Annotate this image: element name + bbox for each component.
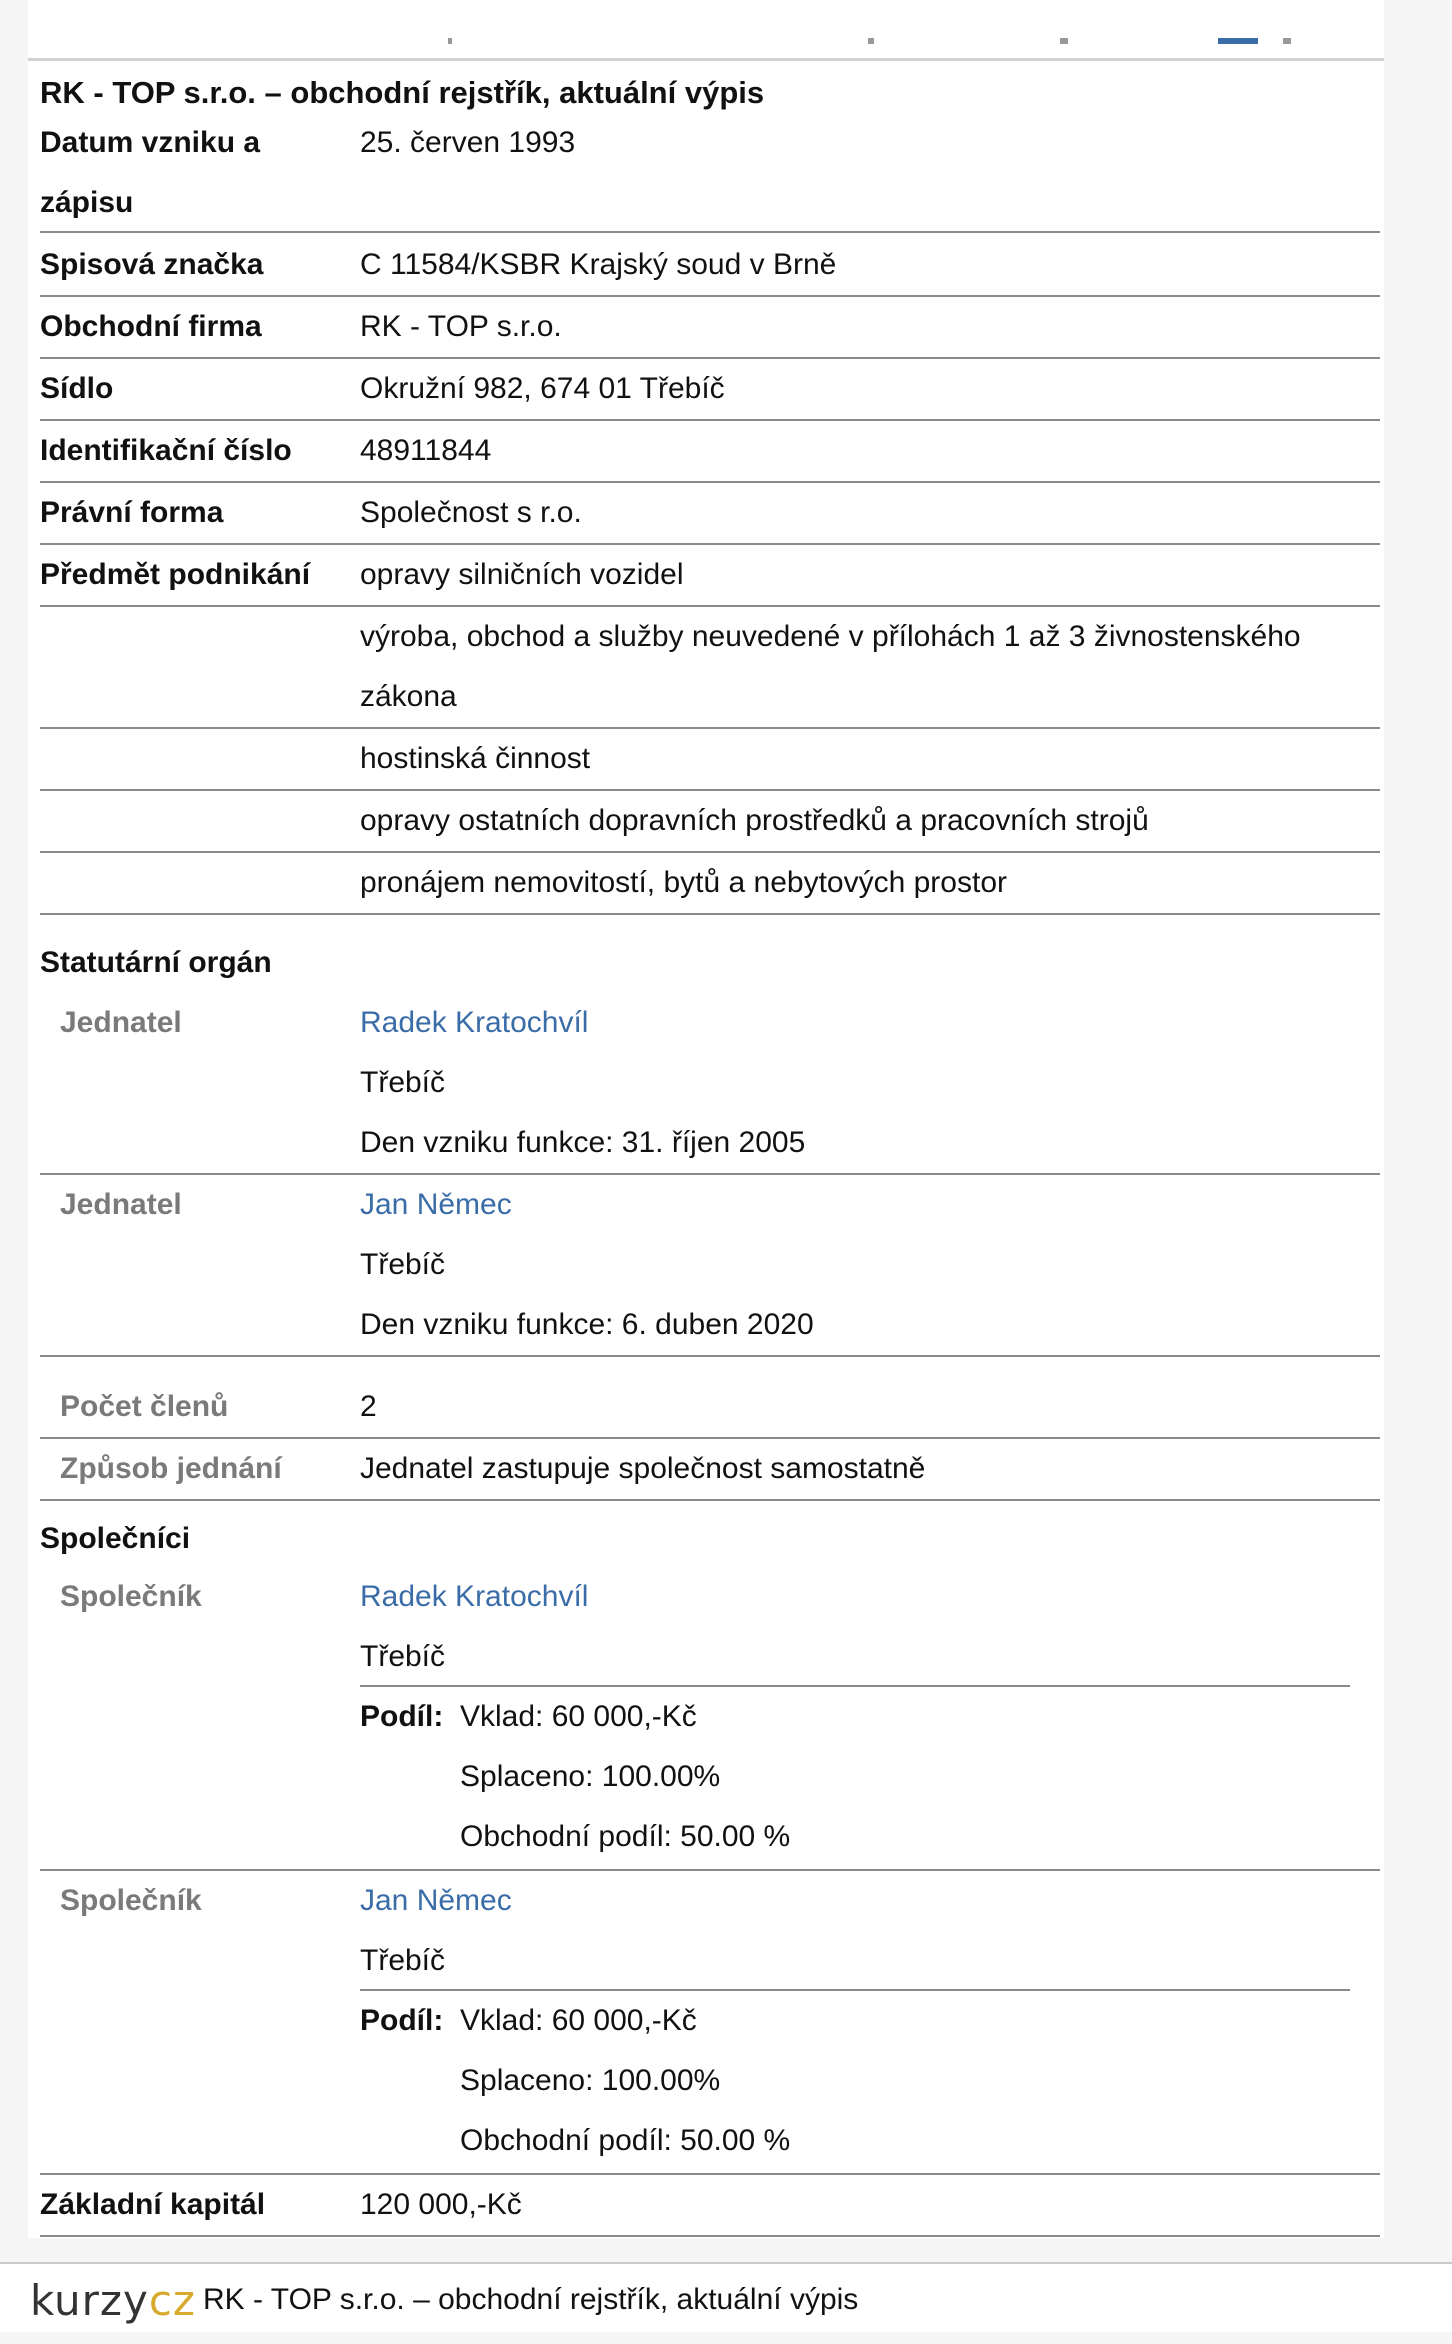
- row-value: C 11584/KSBR Krajský soud v Brně: [360, 248, 837, 281]
- section-heading-spolecnici: Společníci: [40, 1522, 191, 1555]
- row-value: opravy silničních vozidel: [360, 558, 684, 591]
- row-value: 25. červen 1993: [360, 126, 576, 159]
- cut-text-fragment: [1283, 38, 1291, 44]
- row-value: Jan Němec Třebíč Den vzniku funkce: 6. duben 2020: [360, 1175, 814, 1355]
- row-value: 120 000,-Kč: [360, 2188, 522, 2221]
- row-sidlo: [40, 359, 1380, 421]
- row-obchodni-firma: [40, 297, 1380, 359]
- person-link[interactable]: Jan Němec: [360, 1188, 512, 1221]
- row-value: RK - TOP s.r.o.: [360, 310, 562, 343]
- row-zakladni-kapital: [40, 2175, 1380, 2237]
- row-spisova-znacka: [40, 235, 1380, 297]
- row-label: Způsob jednání: [60, 1452, 282, 1485]
- row-pravni-forma: [40, 483, 1380, 545]
- row-label: Předmět podnikání: [40, 558, 311, 591]
- row-label: Společník: [60, 1580, 202, 1613]
- person-link[interactable]: Jan Němec: [360, 1884, 512, 1917]
- row-jednatel: [40, 993, 1380, 1175]
- podil-label: Podíl:: [360, 1700, 444, 1733]
- row-predmet-podnikani: [40, 545, 1380, 607]
- row-predmet-item: [40, 853, 1380, 915]
- row-value: Radek Kratochvíl Třebíč Den vzniku funkce: 31. říjen 2005: [360, 993, 805, 1173]
- row-value: Radek Kratochvíl Třebíč: [360, 1567, 588, 1687]
- row-zpusob-jednani: [40, 1439, 1380, 1501]
- row-label: Právní forma: [40, 496, 224, 529]
- row-label: Sídlo: [40, 372, 114, 405]
- row-datum-vzniku: [40, 113, 1380, 233]
- footer-title: RK - TOP s.r.o. – obchodní rejstřík, aktuální výpis: [203, 2283, 859, 2316]
- podil-values: Vklad: 60 000,-Kč Splaceno: 100.00% Obchodní podíl: 50.00 %: [460, 1700, 791, 1853]
- row-label: Základní kapitál: [40, 2188, 266, 2221]
- row-pocet-clenu: [40, 1357, 1380, 1439]
- row-label: Jednatel: [60, 1188, 182, 1221]
- row-value: 48911844: [360, 434, 492, 467]
- row-value: výroba, obchod a služby neuvedené v přílohách 1 až 3 živnostenského zákona: [360, 620, 1301, 713]
- podil-values: Vklad: 60 000,-Kč Splaceno: 100.00% Obchodní podíl: 50.00 %: [460, 2004, 791, 2157]
- row-predmet-item: [40, 791, 1380, 853]
- row-value: 2: [360, 1390, 377, 1423]
- cut-link-fragment: [1218, 38, 1258, 44]
- person-link[interactable]: Radek Kratochvíl: [360, 1580, 589, 1613]
- cut-text-fragment: [448, 38, 452, 44]
- row-label: Jednatel: [60, 1006, 182, 1039]
- section-heading-statutarni-organ: Statutární orgán: [40, 946, 272, 979]
- cut-text-fragment: [868, 38, 874, 44]
- row-predmet-item: [40, 729, 1380, 791]
- row-label: Spisová značka: [40, 248, 264, 281]
- row-label: Obchodní firma: [40, 310, 262, 343]
- row-jednatel: [40, 1175, 1380, 1357]
- row-value: opravy ostatních dopravních prostředků a pracovních strojů: [360, 804, 1149, 837]
- row-value: hostinská činnost: [360, 742, 591, 775]
- row-label: Identifikační číslo: [40, 434, 292, 467]
- page-title: RK - TOP s.r.o. – obchodní rejstřík, aktuální výpis: [40, 75, 765, 110]
- row-label: Datum vzniku a zápisu: [40, 126, 261, 219]
- row-value: Jan Němec Třebíč: [360, 1871, 512, 1991]
- row-predmet-item: [40, 607, 1380, 729]
- person-link[interactable]: Radek Kratochvíl: [360, 1006, 589, 1039]
- row-value: Okružní 982, 674 01 Třebíč: [360, 372, 725, 405]
- row-value: pronájem nemovitostí, bytů a nebytových prostor: [360, 866, 1007, 899]
- row-value: Jednatel zastupuje společnost samostatně: [360, 1452, 926, 1485]
- row-identifikacni-cislo: [40, 421, 1380, 483]
- row-label: Počet členů: [60, 1390, 229, 1423]
- footer-bar: [0, 2262, 1452, 2332]
- row-value: Společnost s r.o.: [360, 496, 582, 529]
- kurzy-logo[interactable]: kurzycz: [30, 2276, 196, 2325]
- cut-text-fragment: [1060, 38, 1068, 44]
- row-label: Společník: [60, 1884, 202, 1917]
- register-extract-card: [28, 58, 1384, 2238]
- cut-off-top-strip: [28, 0, 1384, 58]
- podil-label: Podíl:: [360, 2004, 444, 2037]
